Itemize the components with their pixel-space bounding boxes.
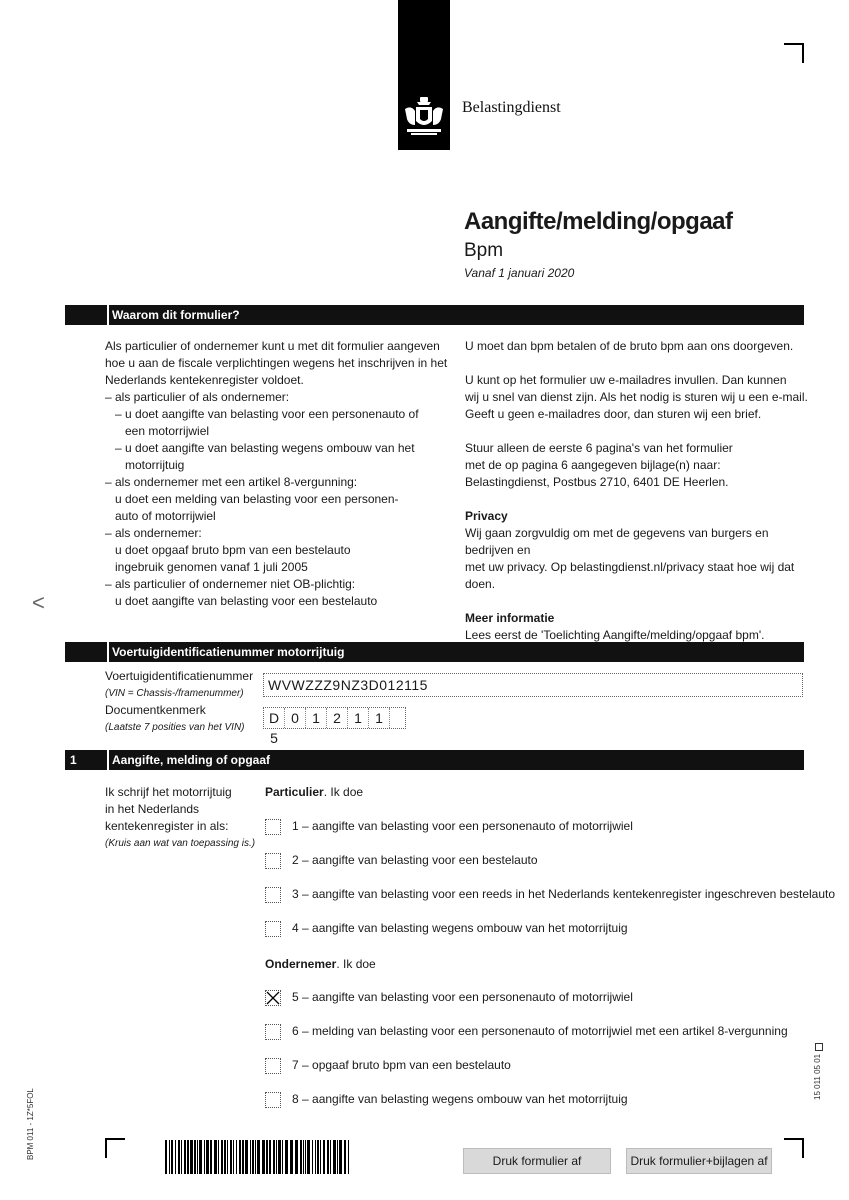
text-line: – als ondernemer: [105,526,202,540]
text-line: Als particulier of ondernemer kunt u met dit formulier aangeven [105,339,440,353]
checkbox-option-6[interactable] [265,1024,281,1040]
section-heading: Voertuigidentificatienummer motorrijtuig [107,642,802,662]
doc-char: 1 [348,708,369,728]
particulier-label: Particulier [265,785,324,799]
option-5-label: 5 – aangifte van belasting voor een personenauto of motorrijwiel [292,990,633,1004]
more-info-heading: Meer informatie [465,611,555,625]
text-line: u doet een melding van belasting voor een personen- [115,492,399,506]
print-form-attachments-button[interactable]: Druk formulier+bijlagen af [626,1148,772,1174]
privacy-heading: Privacy [465,509,508,523]
text-line: hoe u aan de fiscale verplichtingen wegens het inschrijven in het [105,356,448,370]
option-2-label: 2 – aangifte van belasting voor een bestelauto [292,853,538,867]
intro-hint: (Kruis aan wat van toepassing is.) [105,838,256,849]
text-line: – als particulier of als ondernemer: [105,390,290,404]
why-left-text [105,338,455,610]
vin-field[interactable] [263,673,803,697]
text-line: – u doet aangifte van belasting voor een personenauto of [115,407,419,421]
section-heading: Aangifte, melding of opgaaf [107,750,802,770]
text-line: U moet dan bpm betalen of de bruto bpm aan ons doorgeven. [465,339,794,353]
text-line: Belastingdienst, Postbus 2710, 6401 DE Heerlen. [465,475,729,489]
print-form-button[interactable]: Druk formulier af [463,1148,611,1174]
text-line: auto of motorrijwiel [115,509,216,523]
small-square-icon [815,1043,823,1051]
why-right-text [465,338,810,661]
crest-logo [401,95,447,139]
form-number: 15 011 05 01 [813,1053,822,1100]
section-bar-vin [65,642,804,662]
text-line: Stuur alleen de eerste 6 pagina's van het formulier [465,441,733,455]
text-line: Lees eerst de 'Toelichting Aangifte/melding/opgaaf bpm'. [465,628,765,642]
text-line: – als ondernemer met een artikel 8-vergunning: [105,475,358,489]
section-bar-why [65,305,804,325]
document-id-field[interactable] [263,707,406,746]
text-line: ingebruik genomen vanaf 1 juli 2005 [115,560,308,574]
checkbox-option-3[interactable] [265,887,281,903]
checkbox-option-7[interactable] [265,1058,281,1074]
ondernemer-suffix: . Ik doe [336,957,376,971]
section-heading: Waarom dit formulier? [107,305,802,325]
text-line: u doet aangifte van belasting voor een bestelauto [115,594,378,608]
checkbox-option-8[interactable] [265,1092,281,1108]
form-title: Aangifte/melding/opgaaf [464,208,733,235]
checkbox-option-1[interactable] [265,819,281,835]
text-line: met de op pagina 6 aangegeven bijlage(n) naar: [465,458,721,472]
left-arrow-icon[interactable]: < [32,590,45,615]
doc-char: 5 [270,730,278,746]
text-line: wij u snel van dienst zijn. Als het nodig is sturen wij u een e-mail. [465,390,808,404]
ondernemer-heading [265,956,376,973]
checkbox-option-5[interactable] [265,990,281,1006]
checkbox-option-2[interactable] [265,853,281,869]
text-line: U kunt op het formulier uw e-mailadres invullen. Dan kunnen [465,373,787,387]
text-line: Wij gaan zorgvuldig om met de gegevens van burgers en bedrijven en [465,526,769,557]
vin-value: WVWZZZ9NZ3D012115 [268,677,428,693]
text-line: een motorrijwiel [125,424,210,438]
section-1-intro [105,784,255,852]
vin-label: Voertuigidentificatienummer [105,669,254,683]
option-1-label: 1 – aangifte van belasting voor een personenauto of motorrijwiel [292,819,633,833]
text-line: met uw privacy. Op belastingdienst.nl/privacy staat hoe wij dat doen. [465,560,795,591]
form-code: BPM 011 - 1Z*5FOL [26,1088,35,1160]
text-line: – u doet aangifte van belasting wegens ombouw van het [115,441,415,455]
doc-char: 1 [369,708,390,728]
text-line: Ik schrijf het motorrijtuig [105,785,232,799]
doc-char: 2 [327,708,348,728]
organization-name: Belastingdienst [462,99,561,116]
text-line: Geeft u geen e-mailadres door, dan sturen wij een brief. [465,407,762,421]
particulier-heading [265,784,363,801]
doc-hint: (Laatste 7 posities van het VIN) [105,722,245,733]
particulier-suffix: . Ik doe [323,785,364,799]
option-3-label: 3 – aangifte van belasting voor een reeds in het Nederlands kentekenregister ingeschreven bestelauto [292,887,836,901]
option-7-label: 7 – opgaaf bruto bpm van een bestelauto [292,1058,511,1072]
option-6-label: 6 – melding van belasting voor een personenauto of motorrijwiel met een artikel 8-vergunning [292,1024,788,1038]
option-4-label: 4 – aangifte van belasting wegens ombouw van het motorrijtuig [292,921,628,935]
section-number: 1 [70,753,77,767]
text-line: kentekenregister in als: [105,819,229,833]
ondernemer-label: Ondernemer [265,957,337,971]
doc-char: 0 [285,708,306,728]
text-line: Nederlands kentekenregister voldoet. [105,373,304,387]
doc-char: 1 [306,708,327,728]
text-line: in het Nederlands [105,802,200,816]
text-line: u doet opgaaf bruto bpm van een bestelauto [115,543,351,557]
form-subtitle: Bpm [464,240,504,261]
valid-from: Vanaf 1 januari 2020 [464,266,575,280]
doc-char: D [264,708,285,728]
doc-label: Documentkenmerk [105,703,206,717]
text-line: – als particulier of ondernemer niet OB-plichtig: [105,577,356,591]
corner-mark-icon [105,1138,125,1158]
text-line: motorrijtuig [125,458,185,472]
barcode [165,1140,355,1174]
corner-mark-icon [784,43,804,63]
checkbox-option-4[interactable] [265,921,281,937]
corner-mark-icon [784,1138,804,1158]
vin-hint: (VIN = Chassis-/framenummer) [105,688,244,699]
check-cross-icon [266,991,280,1005]
option-8-label: 8 – aangifte van belasting wegens ombouw van het motorrijtuig [292,1092,628,1106]
section-bar-1 [65,750,804,770]
